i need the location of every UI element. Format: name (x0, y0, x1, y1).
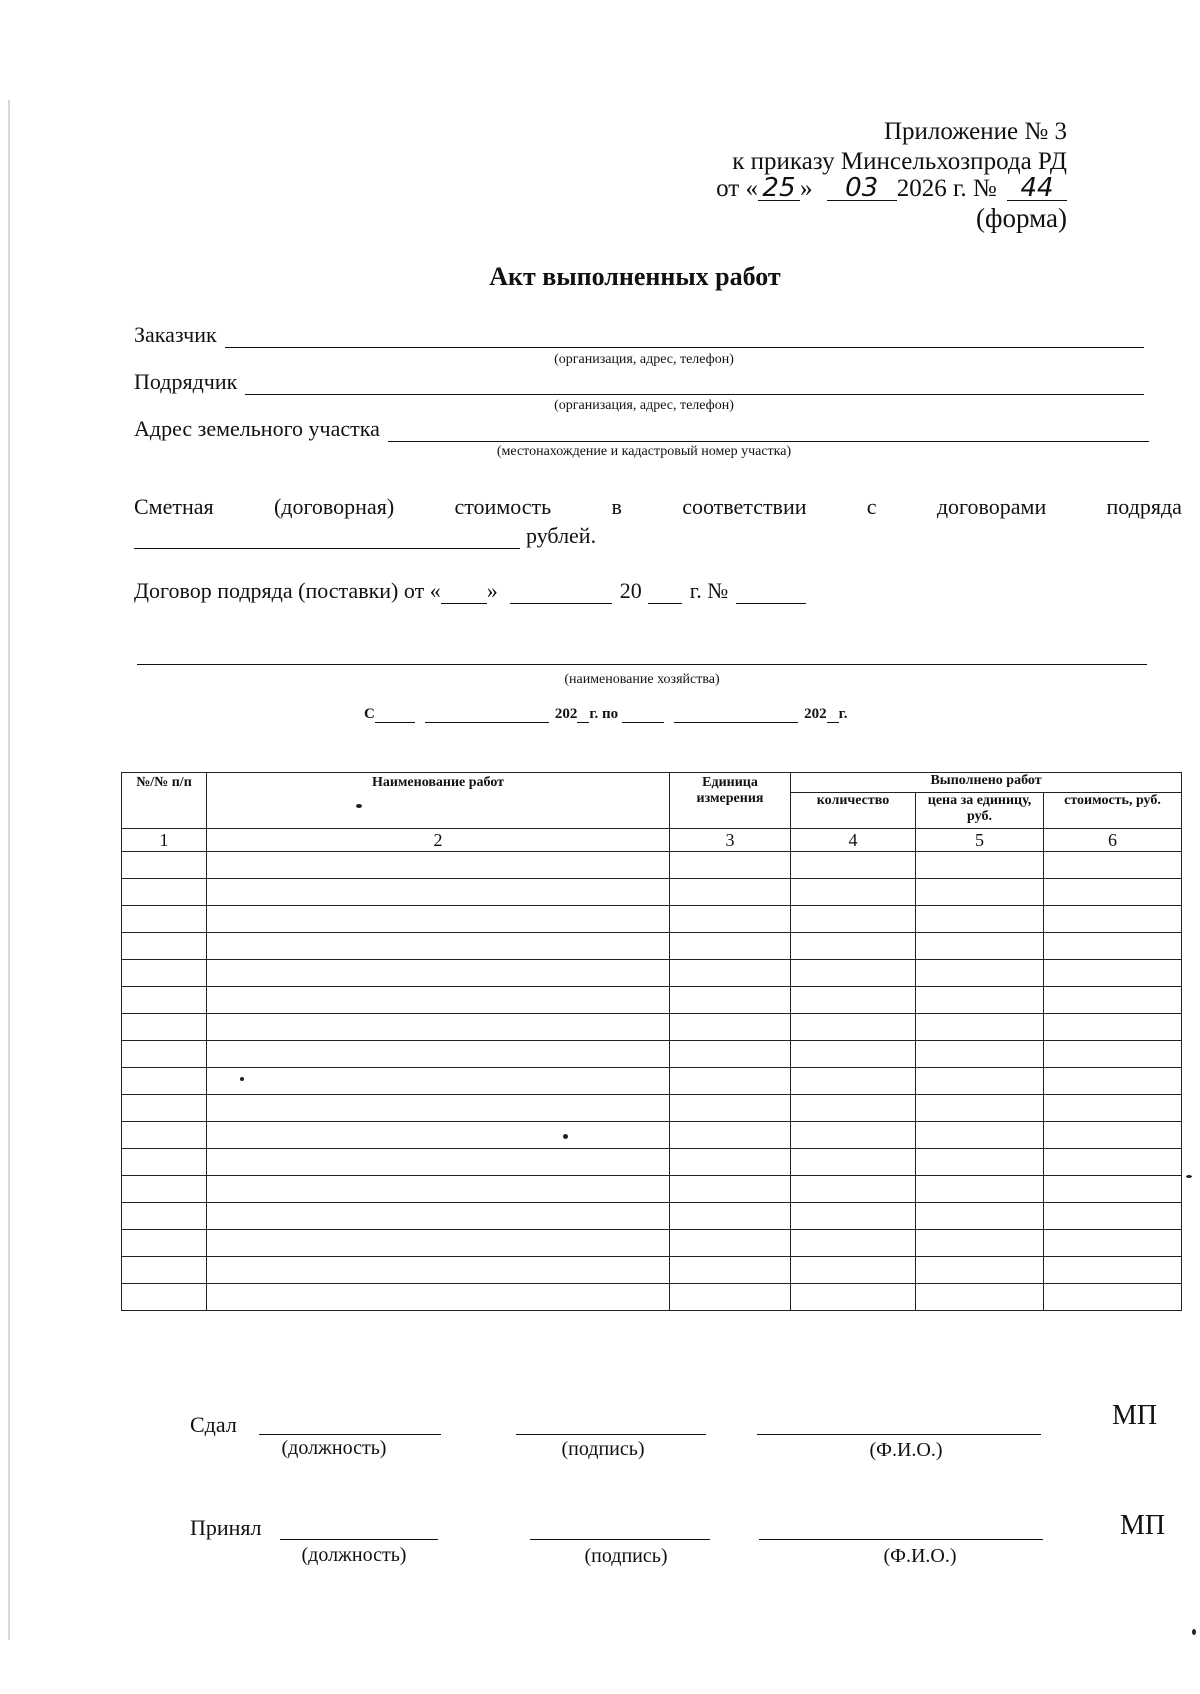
table-cell[interactable] (916, 1176, 1044, 1203)
table-cell[interactable] (916, 1203, 1044, 1230)
estimate-word: в (611, 494, 622, 519)
table-cell[interactable] (207, 1041, 670, 1068)
table-cell[interactable] (791, 1068, 916, 1095)
rubles-label: рублей. (526, 523, 597, 548)
table-cell[interactable] (670, 1122, 791, 1149)
scan-speck (240, 1077, 244, 1081)
table-row (122, 1122, 1182, 1149)
table-row (122, 1095, 1182, 1122)
order-day: 25 (758, 176, 800, 201)
col-header-name: Наименование работ (207, 773, 670, 829)
table-cell[interactable] (207, 1203, 670, 1230)
table-cell[interactable] (670, 1149, 791, 1176)
table-cell[interactable] (916, 906, 1044, 933)
table-cell[interactable] (791, 1257, 916, 1284)
period-to-day[interactable] (622, 708, 664, 723)
table-cell[interactable] (207, 987, 670, 1014)
table-cell[interactable] (207, 1176, 670, 1203)
estimate-sum-field[interactable] (134, 528, 520, 549)
table-cell[interactable] (791, 933, 916, 960)
contractor-caption: (организация, адрес, телефон) (554, 398, 734, 413)
table-cell[interactable] (1044, 987, 1182, 1014)
form-label: (форма) (976, 203, 1067, 233)
table-cell[interactable] (916, 1095, 1044, 1122)
period-from-month[interactable] (425, 708, 549, 723)
table-cell[interactable] (916, 1230, 1044, 1257)
works-table (121, 772, 1182, 1311)
table-cell[interactable] (916, 1041, 1044, 1068)
gave-seal-label: МП (1112, 1400, 1158, 1431)
scan-speck (1192, 1629, 1196, 1635)
contract-number-label: г. № (689, 578, 729, 603)
col-number: 1 (122, 829, 207, 852)
took-fio-field[interactable] (759, 1521, 1043, 1540)
table-cell[interactable] (207, 1230, 670, 1257)
col-number: 4 (791, 829, 916, 852)
gave-fio-field[interactable] (757, 1416, 1041, 1435)
table-cell[interactable] (122, 933, 207, 960)
col-number: 3 (670, 829, 791, 852)
gave-signature-caption: (подпись) (561, 1438, 645, 1460)
contractor-row (134, 369, 1144, 395)
table-cell[interactable] (122, 1149, 207, 1176)
table-cell[interactable] (791, 906, 916, 933)
customer-row (134, 322, 1144, 348)
table-cell[interactable] (122, 1095, 207, 1122)
estimate-word: подряда (1106, 494, 1182, 519)
table-cell[interactable] (122, 1122, 207, 1149)
table-cell[interactable] (207, 906, 670, 933)
table-cell[interactable] (916, 1014, 1044, 1041)
period-to-year[interactable] (827, 708, 839, 723)
table-cell[interactable] (1044, 1149, 1182, 1176)
took-position-field[interactable] (280, 1521, 438, 1540)
table-cell[interactable] (670, 1068, 791, 1095)
col-header-price: цена за единицу, руб. (916, 793, 1044, 829)
table-cell[interactable] (791, 1014, 916, 1041)
contract-row: Договор подряда (поставки) от « » 20 г. № (134, 578, 806, 604)
table-cell[interactable] (1044, 960, 1182, 987)
table-cell[interactable] (1044, 1257, 1182, 1284)
table-cell[interactable] (122, 906, 207, 933)
table-cell[interactable] (916, 960, 1044, 987)
table-cell[interactable] (916, 879, 1044, 906)
table-cell[interactable] (207, 933, 670, 960)
col-number: 6 (1044, 829, 1182, 852)
contract-number-field[interactable] (736, 583, 806, 604)
estimate-word: с (866, 494, 877, 519)
estimate-sum-row (134, 523, 614, 549)
table-row (122, 1257, 1182, 1284)
col-header-unit: Единица измерения (670, 773, 791, 829)
gave-position-field[interactable] (259, 1416, 441, 1435)
table-cell[interactable] (1044, 1068, 1182, 1095)
table-cell[interactable] (916, 852, 1044, 879)
table-cell[interactable] (207, 1284, 670, 1311)
table-cell[interactable] (1044, 852, 1182, 879)
table-cell[interactable] (122, 960, 207, 987)
table-cell[interactable] (670, 960, 791, 987)
contract-day-field[interactable] (441, 583, 487, 604)
gave-label: Сдал (190, 1412, 237, 1437)
table-cell[interactable] (122, 1230, 207, 1257)
table-cell[interactable] (207, 852, 670, 879)
farm-name-field[interactable] (137, 664, 1147, 665)
scan-speck (356, 804, 362, 808)
address-label: Адрес земельного участка (134, 416, 380, 441)
table-cell[interactable] (207, 1257, 670, 1284)
table-cell[interactable] (670, 1203, 791, 1230)
table-cell[interactable] (207, 960, 670, 987)
col-number: 2 (207, 829, 670, 852)
order-label: к приказу Минсельхозпрода РД (732, 148, 1067, 175)
order-number: 44 (1007, 176, 1067, 201)
table-cell[interactable] (207, 1122, 670, 1149)
table-cell[interactable] (916, 1068, 1044, 1095)
address-row (134, 416, 1149, 442)
table-row (122, 1176, 1182, 1203)
table-row (122, 1284, 1182, 1311)
table-row (122, 879, 1182, 906)
table-row (122, 960, 1182, 987)
table-cell[interactable] (207, 879, 670, 906)
table-cell[interactable] (670, 1095, 791, 1122)
table-row (122, 1041, 1182, 1068)
table-cell[interactable] (916, 1257, 1044, 1284)
table-cell[interactable] (670, 1014, 791, 1041)
address-field[interactable] (388, 421, 1149, 442)
table-cell[interactable] (122, 1203, 207, 1230)
table-cell[interactable] (1044, 1014, 1182, 1041)
table-cell[interactable] (1044, 906, 1182, 933)
table-cell[interactable] (1044, 1284, 1182, 1311)
estimate-word: соответствии (682, 494, 807, 519)
took-seal-label: МП (1120, 1510, 1166, 1541)
gave-signature-field[interactable] (516, 1416, 706, 1435)
table-cell[interactable] (791, 987, 916, 1014)
table-cell[interactable] (670, 1257, 791, 1284)
table-cell[interactable] (670, 1176, 791, 1203)
table-cell[interactable] (122, 1014, 207, 1041)
table-cell[interactable] (916, 933, 1044, 960)
table-cell[interactable] (1044, 1203, 1182, 1230)
scan-edge (8, 100, 10, 1640)
estimate-text (134, 494, 1182, 520)
estimate-word: стоимость (454, 494, 552, 519)
table-cell[interactable] (122, 879, 207, 906)
table-cell[interactable] (916, 1284, 1044, 1311)
table-row (122, 933, 1182, 960)
table-cell[interactable] (122, 1176, 207, 1203)
farm-caption: (наименование хозяйства) (564, 672, 720, 687)
gave-fio-caption: (Ф.И.О.) (869, 1439, 943, 1461)
took-signature-caption: (подпись) (584, 1545, 668, 1567)
table-cell[interactable] (122, 987, 207, 1014)
table-cell[interactable] (122, 852, 207, 879)
took-signature-field[interactable] (530, 1521, 710, 1540)
table-cell[interactable] (1044, 1230, 1182, 1257)
table-cell[interactable] (1044, 1041, 1182, 1068)
period-from-year[interactable] (577, 708, 589, 723)
table-cell[interactable] (670, 1230, 791, 1257)
scan-speck (563, 1134, 568, 1139)
contractor-label: Подрядчик (134, 369, 238, 394)
order-month: 03 (827, 176, 897, 201)
period-from-day[interactable] (375, 708, 415, 723)
col-header-done: Выполнено работ (791, 773, 1182, 793)
table-row (122, 1149, 1182, 1176)
period-to-month[interactable] (674, 708, 798, 723)
appendix-label: Приложение № 3 (883, 118, 1067, 145)
table-cell[interactable] (791, 1203, 916, 1230)
table-cell[interactable] (791, 879, 916, 906)
order-date-line: от « 25 » 03 2026 г. № 44 (716, 174, 1067, 204)
customer-label: Заказчик (134, 322, 217, 347)
table-row (122, 906, 1182, 933)
table-cell[interactable] (670, 987, 791, 1014)
table-cell[interactable] (207, 1068, 670, 1095)
table-cell[interactable] (791, 1122, 916, 1149)
estimate-word: Сметная (134, 494, 214, 519)
table-row (122, 1203, 1182, 1230)
table-cell[interactable] (670, 852, 791, 879)
table-cell[interactable] (670, 879, 791, 906)
table-cell[interactable] (791, 1149, 916, 1176)
table-cell[interactable] (916, 987, 1044, 1014)
table-cell[interactable] (122, 1068, 207, 1095)
scan-speck (1186, 1175, 1192, 1178)
table-cell[interactable] (122, 1284, 207, 1311)
table-cell[interactable] (791, 1176, 916, 1203)
table-cell[interactable] (1044, 1122, 1182, 1149)
address-caption: (местонахождение и кадастровый номер участка) (496, 444, 792, 459)
table-cell[interactable] (791, 1230, 916, 1257)
table-cell[interactable] (122, 1257, 207, 1284)
table-row (122, 1068, 1182, 1095)
table-cell[interactable] (791, 1041, 916, 1068)
took-fio-caption: (Ф.И.О.) (883, 1545, 957, 1567)
contract-month-field[interactable] (510, 583, 612, 604)
took-label: Принял (190, 1515, 262, 1540)
table-row (122, 1230, 1182, 1257)
took-position-caption: (должность) (301, 1544, 407, 1566)
period-row: С 202 г. по 202 г. (364, 706, 848, 722)
table-cell[interactable] (207, 1149, 670, 1176)
table-cell[interactable] (670, 1041, 791, 1068)
table-cell[interactable] (1044, 879, 1182, 906)
contractor-field[interactable] (245, 374, 1144, 395)
table-cell[interactable] (916, 1122, 1044, 1149)
table-cell[interactable] (1044, 1095, 1182, 1122)
estimate-word: договорами (936, 494, 1047, 519)
table-row (122, 1014, 1182, 1041)
table-cell[interactable] (1044, 1176, 1182, 1203)
col-number: 5 (916, 829, 1044, 852)
table-cell[interactable] (791, 1284, 916, 1311)
table-cell[interactable] (791, 1095, 916, 1122)
col-header-qty: количество (791, 793, 916, 829)
table-cell[interactable] (791, 960, 916, 987)
column-numbers-row (122, 829, 1182, 852)
col-header-cost: стоимость, руб. (1044, 793, 1182, 829)
table-cell[interactable] (122, 1041, 207, 1068)
customer-caption: (организация, адрес, телефон) (554, 352, 734, 367)
contract-year-field[interactable] (648, 583, 682, 604)
estimate-word: (договорная) (273, 494, 395, 519)
col-header-no: №/№ п/п (122, 773, 207, 829)
table-cell[interactable] (916, 1149, 1044, 1176)
document-title: Акт выполненных работ (489, 262, 781, 291)
contract-century: 20 (619, 578, 642, 603)
table-cell[interactable] (207, 1095, 670, 1122)
table-row (122, 852, 1182, 879)
customer-field[interactable] (225, 327, 1144, 348)
table-cell[interactable] (670, 933, 791, 960)
table-cell[interactable] (1044, 933, 1182, 960)
table-row (122, 987, 1182, 1014)
table-cell[interactable] (670, 1284, 791, 1311)
contract-prefix: Договор подряда (поставки) от « (134, 578, 441, 603)
table-cell[interactable] (207, 1014, 670, 1041)
table-cell[interactable] (791, 852, 916, 879)
gave-position-caption: (должность) (281, 1437, 387, 1459)
table-cell[interactable] (670, 906, 791, 933)
